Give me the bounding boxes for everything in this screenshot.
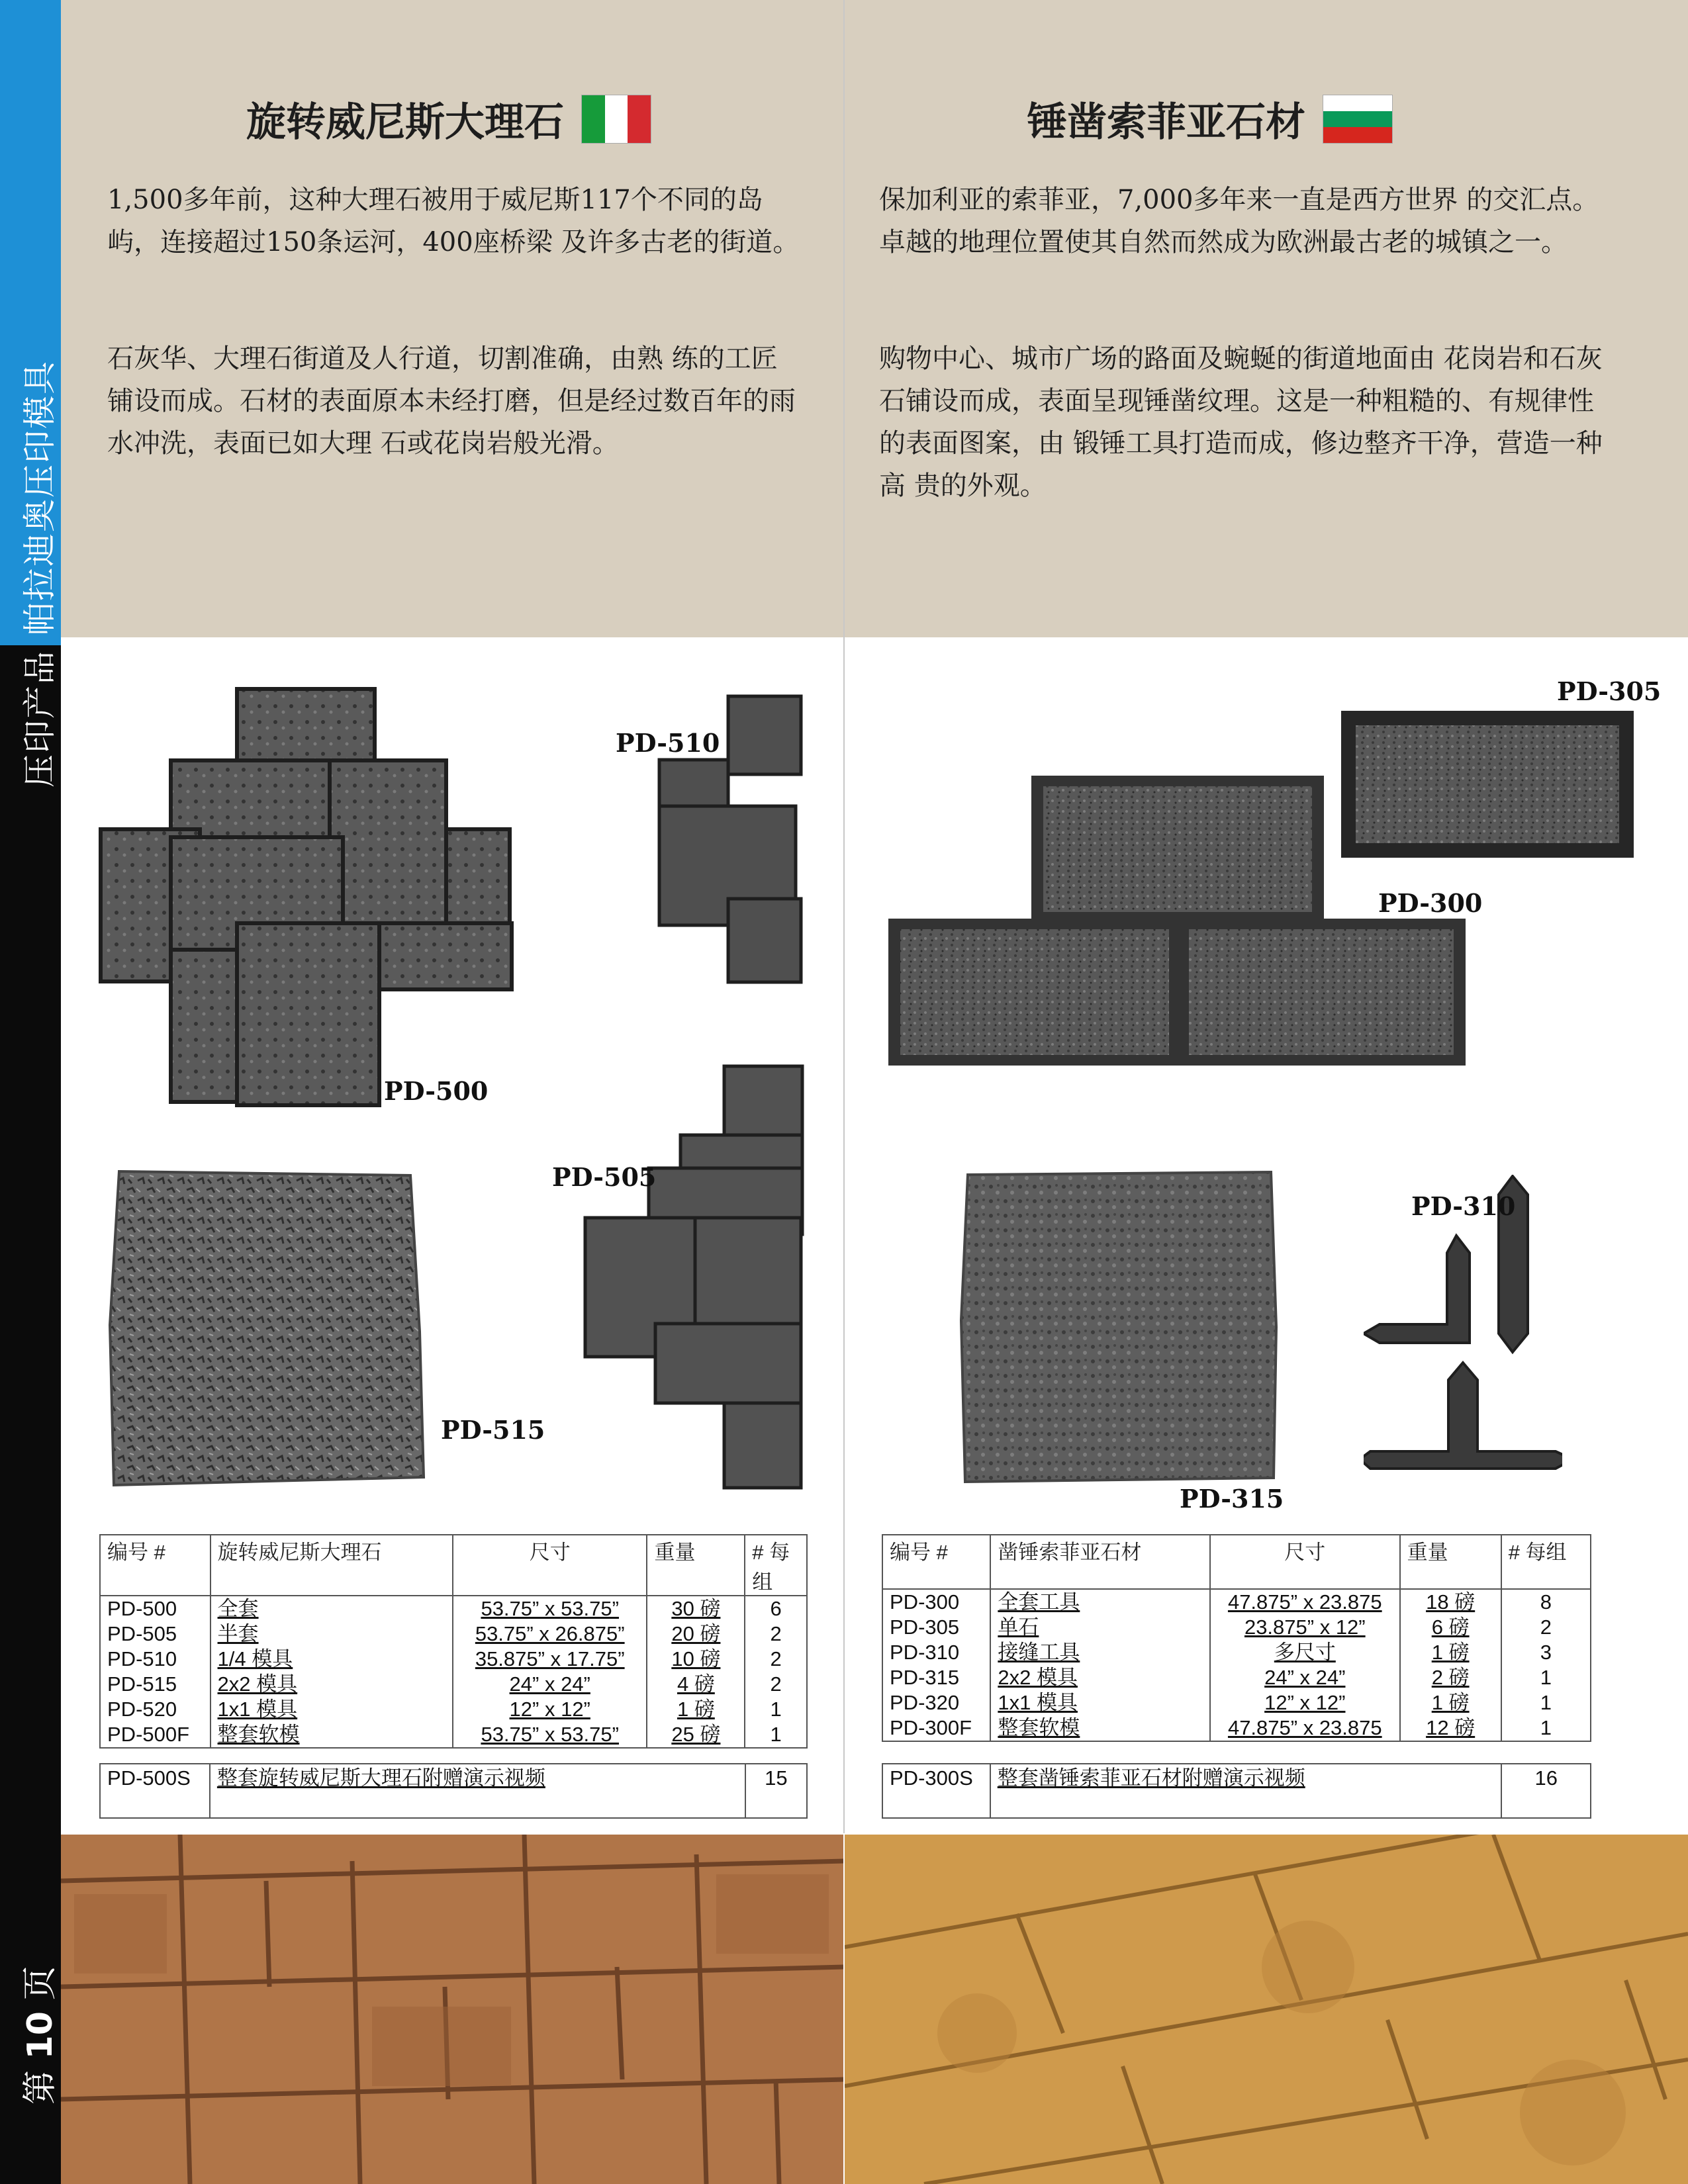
table-row — [100, 1697, 807, 1722]
label-pd-515: PD-515 — [441, 1415, 545, 1445]
table-row — [100, 1647, 807, 1672]
table-row — [882, 1690, 1591, 1715]
cell-per-set: 3 — [1501, 1640, 1591, 1665]
cell-per-set: 15 — [745, 1764, 807, 1818]
label-pd-310: PD-310 — [1411, 1191, 1516, 1221]
cell-size: 53.75” x 53.75” — [453, 1722, 647, 1748]
cell-code: PD-505 — [100, 1621, 211, 1647]
col-header-weight: 重量 — [1400, 1535, 1501, 1589]
cell-code: PD-500F — [100, 1722, 211, 1748]
cell-name: 整套软模 — [211, 1722, 453, 1748]
cell-code: PD-500S — [100, 1764, 210, 1818]
label-pd-305: PD-305 — [1557, 676, 1662, 706]
table-row — [100, 1672, 807, 1697]
cell-weight: 20 磅 — [647, 1621, 745, 1647]
cell-size: 47.875” x 23.875 — [1210, 1589, 1400, 1615]
cell-size: 24” x 24” — [453, 1672, 647, 1697]
table-row — [100, 1621, 807, 1647]
cell-weight: 1 磅 — [647, 1697, 745, 1722]
cell-size: 53.75” x 53.75” — [453, 1596, 647, 1621]
table-row — [100, 1722, 807, 1748]
table-row — [882, 1665, 1591, 1690]
italy-flag-icon — [581, 95, 651, 144]
cell-weight: 25 磅 — [647, 1722, 745, 1748]
right-section-title — [1027, 86, 1393, 152]
cell-size: 35.875” x 17.75” — [453, 1647, 647, 1672]
col-header-name: 凿锤索菲亚石材 — [990, 1535, 1210, 1589]
label-pd-500: PD-500 — [384, 1076, 489, 1106]
right-intro-paragraph-2: 购物中心、城市广场的路面及蜿蜒的街道地面由 花岗岩和石灰石铺设而成，表面呈现锤凿纹理。这是一种粗糙的、有规律性的表面图案，由 锻锤工具打造而成，修边整齐干净，营造一种高 贵的外观。 — [879, 343, 1603, 501]
cell-code: PD-300S — [882, 1764, 990, 1818]
left-pavement-photo — [61, 1835, 843, 2184]
right-title-text: 锤凿索菲亚石材 — [1027, 99, 1305, 146]
cell-per-set: 1 — [1501, 1715, 1591, 1741]
right-spec-table — [882, 1534, 1591, 1742]
cell-per-set: 1 — [1501, 1690, 1591, 1715]
col-header-name: 旋转威尼斯大理石 — [211, 1535, 453, 1596]
cell-name: 整套软模 — [990, 1715, 1210, 1741]
cell-per-set: 1 — [745, 1722, 807, 1748]
cell-name: 全套 — [211, 1596, 453, 1621]
cell-name: 1x1 模具 — [211, 1697, 453, 1722]
cell-per-set: 2 — [745, 1672, 807, 1697]
col-header-code: 编号 # — [100, 1535, 211, 1596]
cell-weight: 1 磅 — [1400, 1640, 1501, 1665]
col-header-size: 尺寸 — [453, 1535, 647, 1596]
label-pd-510: PD-510 — [616, 728, 720, 758]
pd-505-stamp-image — [583, 1062, 808, 1492]
cell-name: 2x2 模具 — [990, 1665, 1210, 1690]
table-row — [100, 1596, 807, 1621]
cell-size: 12” x 12” — [1210, 1690, 1400, 1715]
pd-515-stamp-image — [106, 1166, 430, 1490]
right-intro-paragraph-1: 保加利亚的索菲亚，7,000多年来一直是西方世界 的交汇点。卓越的地理位置使其自然而然成为欧洲最古老的城镇之一。 — [879, 185, 1599, 257]
cell-weight: 2 磅 — [1400, 1665, 1501, 1690]
cell-weight: 4 磅 — [647, 1672, 745, 1697]
sidebar-brand: 帕拉迪奥压印模具 — [21, 360, 59, 635]
cell-per-set: 8 — [1501, 1589, 1591, 1615]
column-divider — [843, 0, 845, 1833]
cell-size: 47.875” x 23.875 — [1210, 1715, 1400, 1741]
left-spec-table — [99, 1534, 808, 1749]
cell-weight: 10 磅 — [647, 1647, 745, 1672]
cell-code: PD-315 — [882, 1665, 990, 1690]
cell-name: 半套 — [211, 1621, 453, 1647]
table-row — [882, 1715, 1591, 1741]
cell-size: 12” x 12” — [453, 1697, 647, 1722]
bulgaria-flag-icon — [1323, 95, 1393, 144]
cell-code: PD-300 — [882, 1589, 990, 1615]
cell-code: PD-310 — [882, 1640, 990, 1665]
cell-code: PD-500 — [100, 1596, 211, 1621]
cell-weight: 12 磅 — [1400, 1715, 1501, 1741]
cell-per-set: 1 — [1501, 1665, 1591, 1690]
cell-name: 1x1 模具 — [990, 1690, 1210, 1715]
table-header-row — [882, 1535, 1591, 1589]
cell-code: PD-320 — [882, 1690, 990, 1715]
cell-code: PD-305 — [882, 1615, 990, 1640]
pd-500-stamp-image — [97, 685, 514, 1109]
cell-name: 1/4 模具 — [211, 1647, 453, 1672]
cell-size: 23.875” x 12” — [1210, 1615, 1400, 1640]
cell-code: PD-510 — [100, 1647, 211, 1672]
left-kit-table — [99, 1763, 808, 1819]
left-intro-paragraph-2: 石灰华、大理石街道及人行道，切割准确，由熟 练的工匠铺设而成。石材的表面原本未经打磨，但是经过数百年的雨水冲洗，表面已如大理 石或花岗岩般光滑。 — [107, 343, 796, 459]
col-header-weight: 重量 — [647, 1535, 745, 1596]
cell-weight: 1 磅 — [1400, 1690, 1501, 1715]
cell-size: 53.75” x 26.875” — [453, 1621, 647, 1647]
left-section-title — [246, 86, 651, 152]
cell-name: 单石 — [990, 1615, 1210, 1640]
page-number: 第 10 页 — [21, 1966, 60, 2105]
cell-per-set: 16 — [1501, 1764, 1591, 1818]
cell-name: 整套凿锤索菲亚石材附赠演示视频 — [990, 1764, 1502, 1818]
cell-per-set: 1 — [745, 1697, 807, 1722]
left-intro-paragraph-1: 1,500多年前，这种大理石被用于威尼斯117个不同的岛屿，连接超过150条运河，400座桥梁 及许多古老的街道。 — [107, 185, 800, 257]
cell-size: 24” x 24” — [1210, 1665, 1400, 1690]
cell-code: PD-520 — [100, 1697, 211, 1722]
cell-name: 2x2 模具 — [211, 1672, 453, 1697]
cell-name: 全套工具 — [990, 1589, 1210, 1615]
pd-315-stamp-image — [959, 1168, 1283, 1486]
label-pd-505: PD-505 — [552, 1162, 657, 1192]
table-header-row — [100, 1535, 807, 1596]
col-header-size: 尺寸 — [1210, 1535, 1400, 1589]
table-row — [100, 1764, 807, 1818]
col-header-per-set: # 每组 — [745, 1535, 807, 1596]
cell-per-set: 2 — [1501, 1615, 1591, 1640]
cell-weight: 6 磅 — [1400, 1615, 1501, 1640]
table-row — [882, 1764, 1591, 1818]
cell-code: PD-515 — [100, 1672, 211, 1697]
cell-per-set: 2 — [745, 1647, 807, 1672]
col-header-code: 编号 # — [882, 1535, 990, 1589]
right-pavement-photo — [845, 1835, 1688, 2184]
col-header-per-set: # 每组 — [1501, 1535, 1591, 1589]
sidebar — [0, 0, 61, 2184]
table-row — [882, 1640, 1591, 1665]
cell-per-set: 2 — [745, 1621, 807, 1647]
cell-name: 整套旋转威尼斯大理石附赠演示视频 — [210, 1764, 745, 1818]
sidebar-category: 压印产品 — [21, 650, 59, 788]
pd-300-stamp-image — [886, 773, 1468, 1068]
cell-weight: 30 磅 — [647, 1596, 745, 1621]
cell-name: 接缝工具 — [990, 1640, 1210, 1665]
cell-weight: 18 磅 — [1400, 1589, 1501, 1615]
cell-size: 多尺寸 — [1210, 1640, 1400, 1665]
cell-per-set: 6 — [745, 1596, 807, 1621]
cell-code: PD-300F — [882, 1715, 990, 1741]
label-pd-300: PD-300 — [1378, 888, 1483, 918]
label-pd-315: PD-315 — [1180, 1484, 1284, 1514]
table-row — [882, 1589, 1591, 1615]
right-kit-table — [882, 1763, 1591, 1819]
left-title-text: 旋转威尼斯大理石 — [246, 99, 564, 146]
table-row — [882, 1615, 1591, 1640]
